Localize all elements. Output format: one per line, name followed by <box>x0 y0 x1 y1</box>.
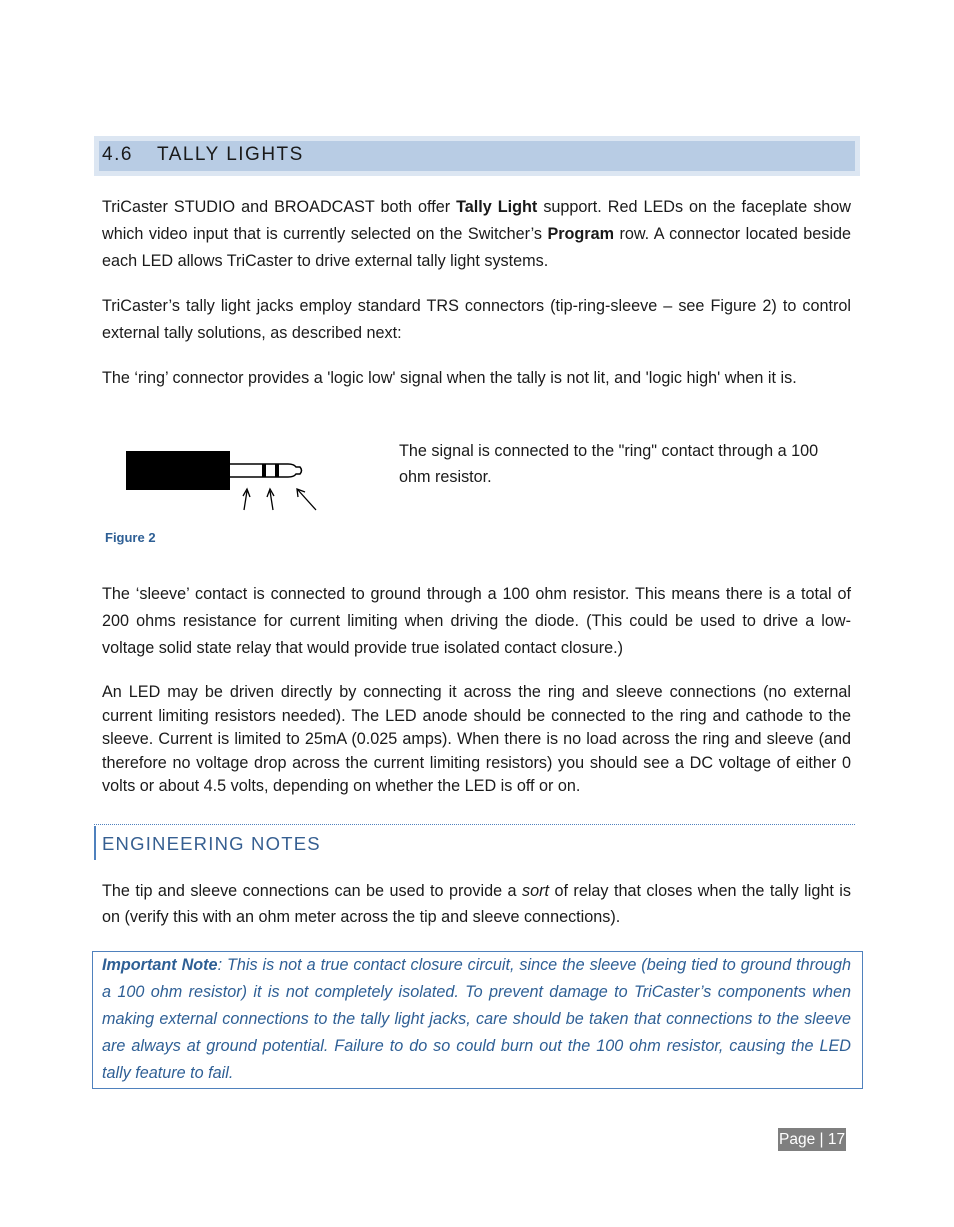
trs-plug-figure <box>120 444 325 516</box>
plug-insulator-band-1 <box>262 464 266 477</box>
paragraph-sleeve-contact: The ‘sleeve’ contact is connected to ground through a 100 ohm resistor. This means there is a total of 200 ohms resistance for current limiting when driving the diode. (This could be used to drive a low-voltage solid state relay that would provide true isolated contact closure.) <box>102 585 851 657</box>
engineering-divider <box>94 824 855 825</box>
engineering-notes-heading: ENGINEERING NOTES <box>102 833 321 854</box>
important-note-text <box>102 952 851 1087</box>
paragraph-engineering-note <box>102 878 851 930</box>
engineering-left-rule <box>94 826 96 860</box>
text-run: of relay that closes when the tally light is on (verify this with an ohm meter across the tip and sleeve connections). <box>102 882 851 926</box>
plug-body <box>126 451 230 490</box>
plug-tip <box>288 464 302 477</box>
paragraph-trs-connectors: TriCaster’s tally light jacks employ standard TRS connectors (tip-ring-sleeve – see Figure 2) to control external tally solutions, as described next: <box>102 297 851 342</box>
text-run: support. Red LEDs on the faceplate show which video input that is currently selected on the Switcher’s <box>102 198 851 243</box>
section-heading <box>102 143 304 167</box>
paragraph-ring-connector: The ‘ring’ connector provides a 'logic low' signal when the tally is not lit, and 'logic high' when it is. <box>102 369 797 387</box>
bold-term-tally-light: Tally Light <box>456 198 538 216</box>
text-run: The tip and sleeve connections can be used to provide a <box>102 882 523 900</box>
text-run: TriCaster STUDIO and BROADCAST both offer <box>102 198 457 216</box>
page-number: Page | 17 <box>778 1128 846 1151</box>
emphasis-sort: sort <box>522 882 550 900</box>
section-number: 4.6 <box>102 144 133 165</box>
figure-caption: Figure 2 <box>105 530 156 545</box>
text-run: row. A connector located beside each LED allows TriCaster to drive external tally light systems. <box>102 225 852 270</box>
bold-term-program: Program <box>547 225 615 243</box>
paragraph-led-driving: An LED may be driven directly by connecting it across the ring and sleeve connections (no external current limiting resistors needed). The LED anode should be connected to the ring and cathode to the sleeve. Current is limited to 25mA (0.025 amps). When there is no load across the ring and sleeve (and therefore no voltage drop across the current limiting resistors) you should see a DC voltage of either 0 volts or about 4.5 volts, depending on whether the LED is off or on. <box>102 683 851 795</box>
plug-insulator-band-2 <box>275 464 279 477</box>
paragraph-tally-support <box>102 194 851 275</box>
important-note-label: Important Note <box>102 956 218 974</box>
figure-side-text: The signal is connected to the "ring" contact through a 100 ohm resistor. <box>399 442 819 486</box>
text-run: : This is not a true contact closure circuit, since the sleeve (being tied to ground through a 100 ohm resistor) it is not completely isolated. To prevent damage to TriCaster’s components when making external connections to the tally light jacks, care should be taken that connections to the sleeve are always at ground potential. Failure to do so could burn out the 100 ohm resistor, causing the LED tally feature to fail. <box>102 956 851 1082</box>
arrow-tip-icon <box>298 490 316 510</box>
section-title: TALLY LIGHTS <box>157 144 304 165</box>
